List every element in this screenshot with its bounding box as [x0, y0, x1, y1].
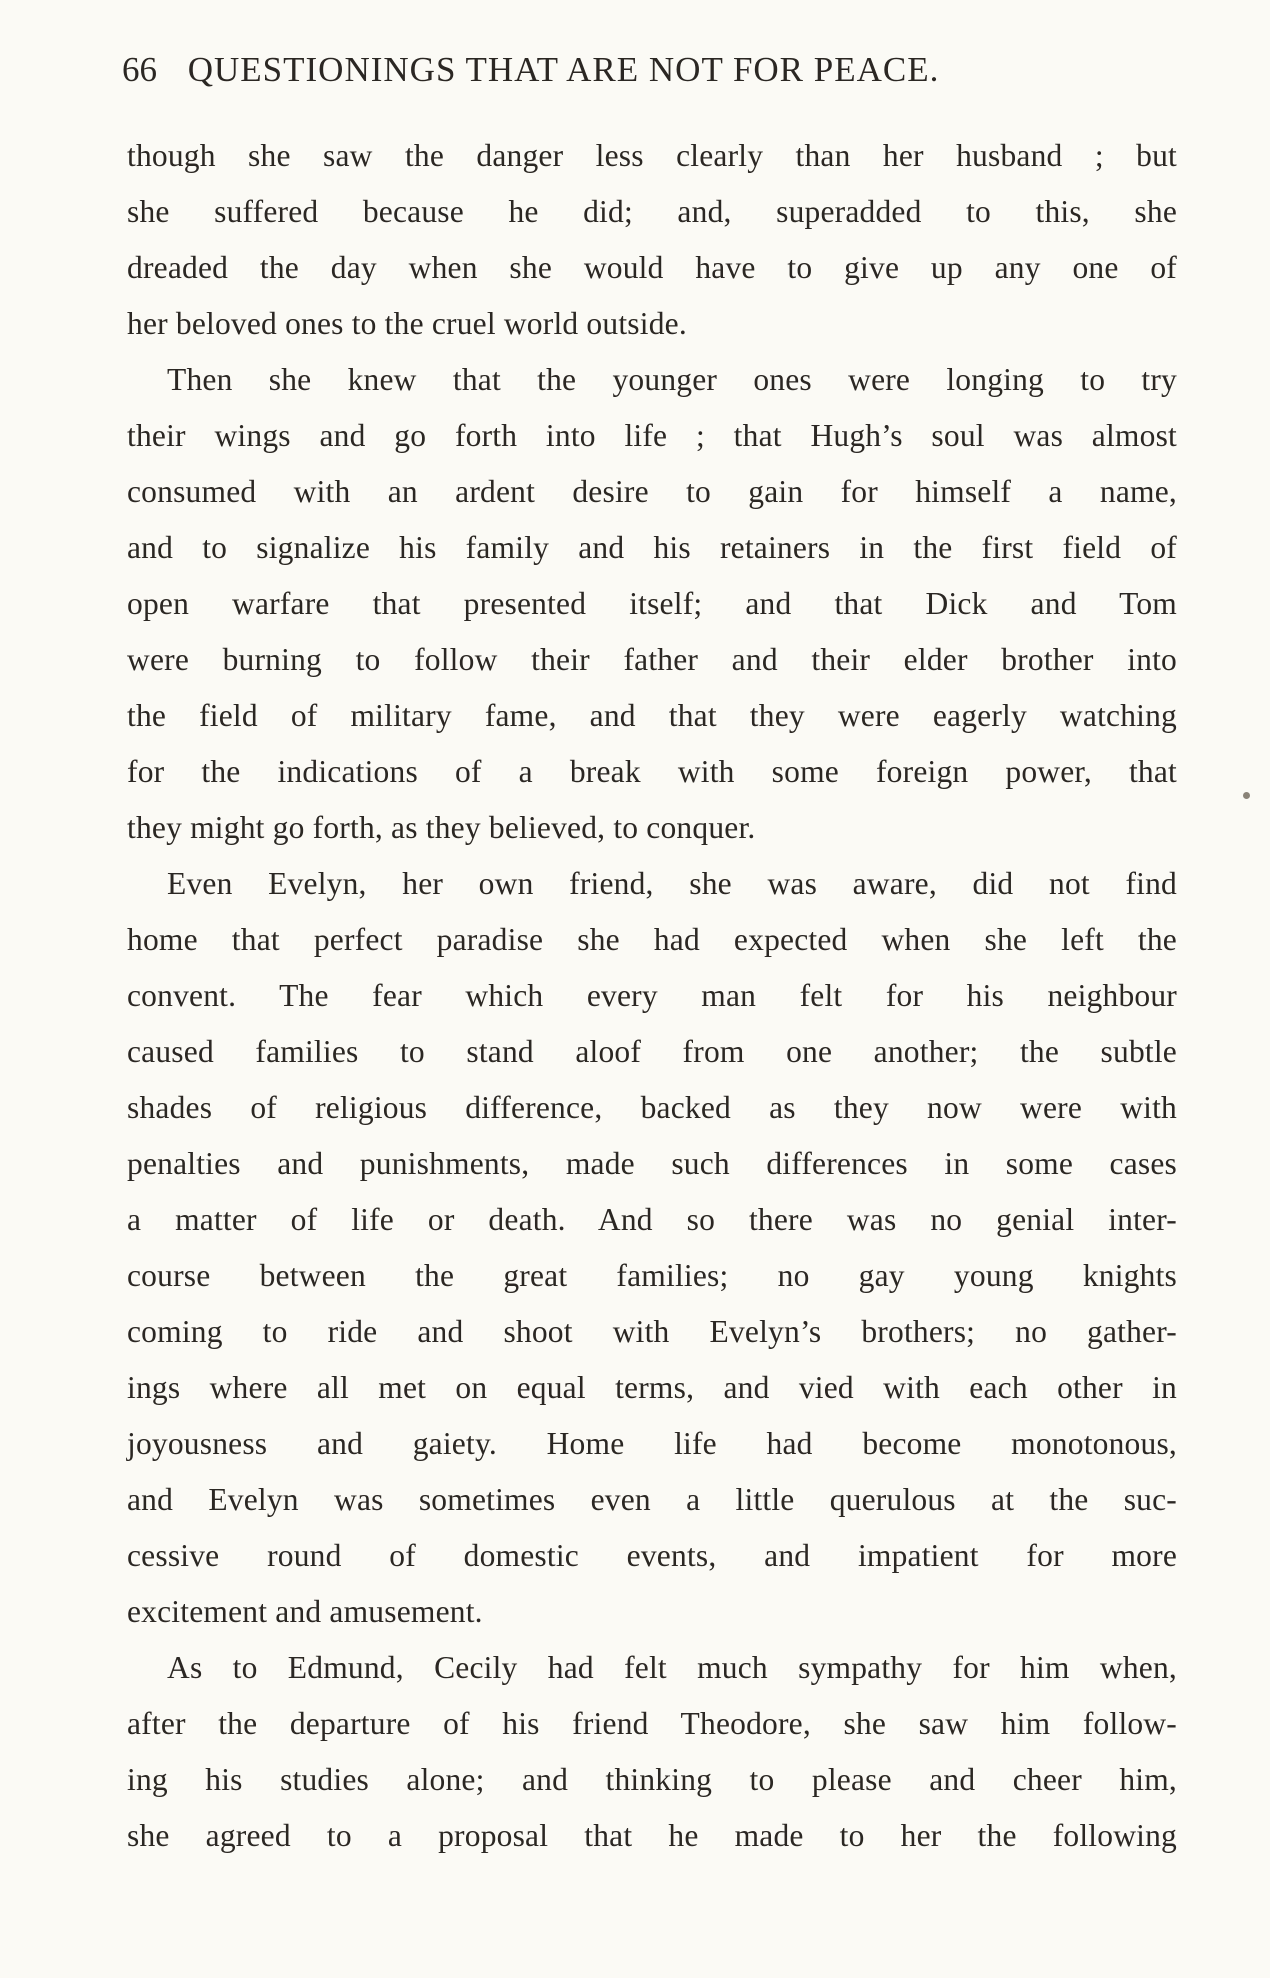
text-line: their wings and go forth into life ; that Hugh’s soul was almost	[127, 418, 1177, 453]
text-line: a matter of life or death. And so there was no genial inter-	[127, 1202, 1177, 1237]
text-line: and Evelyn was sometimes even a little querulous at the suc-	[127, 1482, 1177, 1517]
text-line: excitement and amusement.	[127, 1594, 483, 1629]
page-header	[122, 45, 1172, 95]
text-line: penalties and punishments, made such differences in some cases	[127, 1146, 1177, 1181]
text-line: her beloved ones to the cruel world outside.	[127, 306, 687, 341]
text-line: she suffered because he did; and, superadded to this, she	[127, 194, 1177, 229]
running-title: QUESTIONINGS THAT ARE NOT FOR PEACE.	[187, 50, 940, 89]
text-line: cessive round of domestic events, and impatient for more	[127, 1538, 1177, 1573]
text-line: caused families to stand aloof from one another; the subtle	[127, 1034, 1177, 1069]
text-line: home that perfect paradise she had expected when she left the	[127, 922, 1177, 957]
page-speck	[1243, 792, 1250, 799]
text-line: she agreed to a proposal that he made to her the following	[127, 1818, 1177, 1853]
text-line: after the departure of his friend Theodore, she saw him follow-	[127, 1706, 1177, 1741]
page-number: 66	[122, 50, 157, 89]
text-line: consumed with an ardent desire to gain for himself a name,	[127, 474, 1177, 509]
text-line: and to signalize his family and his retainers in the first field of	[127, 530, 1177, 565]
text-line: were burning to follow their father and their elder brother into	[127, 642, 1177, 677]
text-line: though she saw the danger less clearly than her husband ; but	[127, 138, 1177, 173]
text-line: joyousness and gaiety. Home life had become monotonous,	[127, 1426, 1177, 1461]
text-line: convent. The fear which every man felt for his neighbour	[127, 978, 1177, 1013]
text-line: course between the great families; no gay young knights	[127, 1258, 1177, 1293]
text-line: shades of religious difference, backed as they now were with	[127, 1090, 1177, 1125]
text-line: Even Evelyn, her own friend, she was aware, did not find	[167, 866, 1177, 901]
text-line: ing his studies alone; and thinking to please and cheer him,	[127, 1762, 1177, 1797]
text-line: Then she knew that the younger ones were longing to try	[167, 362, 1177, 397]
text-line: As to Edmund, Cecily had felt much sympathy for him when,	[167, 1650, 1177, 1685]
text-line: for the indications of a break with some foreign power, that	[127, 754, 1177, 789]
text-line: the field of military fame, and that they were eagerly watching	[127, 698, 1177, 733]
text-line: they might go forth, as they believed, to conquer.	[127, 810, 756, 845]
text-line: dreaded the day when she would have to give up any one of	[127, 250, 1177, 285]
text-line: coming to ride and shoot with Evelyn’s brothers; no gather-	[127, 1314, 1177, 1349]
body-text	[127, 128, 1177, 1864]
text-line: ings where all met on equal terms, and vied with each other in	[127, 1370, 1177, 1405]
text-line: open warfare that presented itself; and that Dick and Tom	[127, 586, 1177, 621]
